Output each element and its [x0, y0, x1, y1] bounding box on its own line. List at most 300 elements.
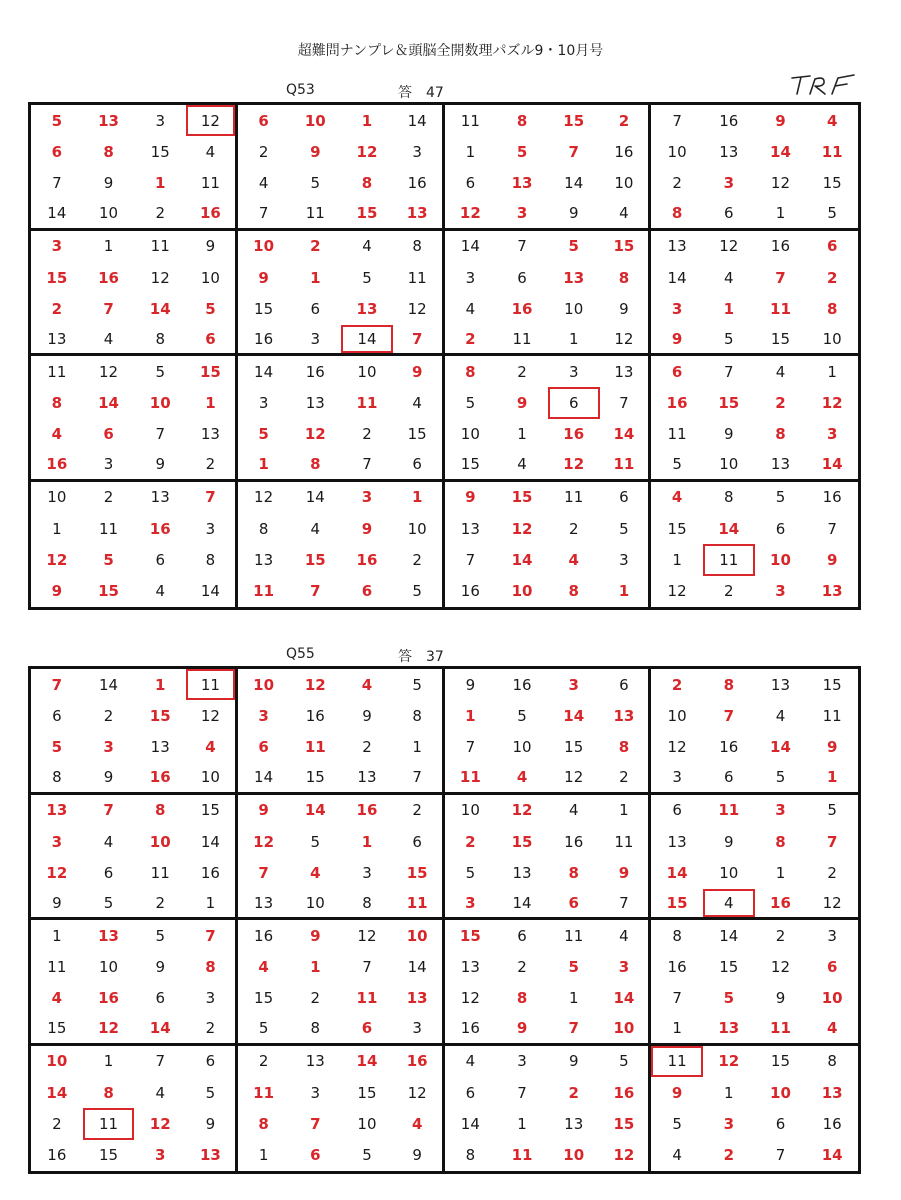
grid-cell: 12	[186, 700, 238, 731]
grid-cell: 1	[775, 863, 786, 882]
grid-cell: 14	[511, 550, 533, 569]
grid-cell: 2	[445, 325, 497, 356]
grid-cell: 16	[511, 299, 533, 318]
grid-cell: 12	[83, 1014, 135, 1045]
grid-cell: 11	[393, 262, 445, 293]
grid-cell: 9	[826, 738, 838, 757]
grid-cell: 15	[254, 299, 274, 318]
grid-cell: 3	[600, 544, 652, 575]
grid-cell: 12	[511, 801, 533, 820]
grid-cell: 2	[103, 707, 114, 726]
grid-cell: 16	[512, 675, 532, 694]
grid-cell: 5	[258, 425, 269, 444]
grid-cell: 15	[718, 394, 740, 413]
grid-cell: 13	[512, 863, 532, 882]
grid-cell: 7	[465, 738, 476, 757]
grid-cell: 16	[149, 519, 171, 538]
grid-cell: 11	[755, 1014, 807, 1045]
grid-cell: 3	[361, 488, 373, 507]
grid-cell: 11	[770, 299, 791, 318]
grid-cell: 9	[724, 832, 734, 851]
grid-cell: 3	[445, 889, 497, 920]
grid-cell: 13	[703, 1014, 755, 1045]
grid-cell: 1	[258, 1146, 269, 1165]
grid-cell: 7	[393, 763, 445, 794]
grid-cell: 5	[238, 1014, 290, 1045]
grid-cell: 11	[253, 1083, 275, 1102]
grid-cell: 1	[103, 237, 114, 256]
grid-cell: 3	[258, 707, 269, 726]
grid-cell: 9	[186, 231, 238, 262]
grid-cell: 4	[600, 199, 652, 230]
grid-cell: 12	[304, 425, 326, 444]
grid-cell: 2	[393, 544, 445, 575]
grid-cell: 15	[719, 958, 739, 977]
grid-cell: 9	[362, 707, 372, 726]
grid-cell: 6	[671, 362, 683, 381]
grid-cell: 16	[755, 889, 807, 920]
grid-cell: 4	[496, 450, 548, 481]
grid-cell: 12	[98, 362, 119, 381]
grid-cell: 15	[393, 857, 445, 888]
grid-cell: 11	[253, 582, 275, 601]
grid-cell: 11	[186, 669, 238, 700]
grid-cell: 5	[465, 394, 476, 413]
grid-cell: 1	[103, 1052, 114, 1071]
grid-cell: 3	[83, 450, 135, 481]
grid-cell: 1	[724, 1083, 734, 1102]
grid-cell: 16	[822, 1114, 842, 1133]
grid-cell: 15	[667, 519, 687, 538]
grid-cell: 13	[150, 738, 170, 757]
grid-cell: 14	[496, 889, 548, 920]
grid-cell: 11	[289, 199, 341, 230]
grid-cell: 5	[755, 763, 807, 794]
grid-cell: 10	[83, 199, 135, 230]
grid-cell: 14	[806, 450, 858, 481]
grid-cell: 3	[51, 237, 63, 256]
sudoku-grid	[28, 666, 861, 1174]
grid-cell: 4	[51, 989, 63, 1008]
grid-cell: 15	[563, 111, 585, 130]
grid-cell: 1	[465, 707, 476, 726]
grid-cell: 15	[564, 738, 584, 757]
grid-cell: 11	[511, 1146, 533, 1165]
grid-cell: 13	[186, 419, 238, 450]
grid-cell: 1	[186, 387, 238, 418]
grid-cell: 10	[563, 1146, 585, 1165]
grid-cell: 5	[393, 576, 445, 607]
grid-cell: 16	[356, 550, 378, 569]
grid-cell: 6	[393, 450, 445, 481]
grid-cell: 4	[826, 111, 838, 130]
grid-cell: 6	[310, 299, 321, 318]
grid-cell: 7	[51, 675, 63, 694]
grid-cell: 12	[393, 293, 445, 324]
grid-cell: 5	[775, 488, 786, 507]
grid-cell: 3	[186, 983, 238, 1014]
grid-cell: 7	[310, 582, 321, 601]
puzzle-label: Q53	[286, 82, 315, 98]
grid-cell: 13	[305, 1052, 325, 1071]
grid-cell: 2	[600, 763, 652, 794]
grid-cell: 5	[362, 1146, 372, 1165]
grid-cell: 9	[775, 111, 786, 130]
grid-cell: 2	[723, 1146, 734, 1165]
grid-cell: 8	[393, 231, 445, 262]
page-title: 超難問ナンプレ＆頭脳全開数理パズル9・10月号	[297, 43, 604, 59]
grid-cell: 6	[548, 889, 600, 920]
grid-cell: 7	[775, 1146, 786, 1165]
grid-cell: 13	[238, 889, 290, 920]
grid-cell: 10	[460, 801, 480, 820]
grid-cell: 10	[600, 1014, 652, 1045]
grid-cell: 5	[651, 450, 703, 481]
grid-cell: 3	[568, 675, 579, 694]
grid-cell: 1	[361, 832, 373, 851]
grid-cell: 4	[258, 174, 269, 193]
grid-cell: 3	[155, 111, 165, 130]
grid-cell: 14	[305, 488, 325, 507]
grid-cell: 13	[511, 174, 533, 193]
grid-cell: 14	[460, 237, 480, 256]
grid-cell: 16	[564, 832, 584, 851]
grid-cell: 10	[821, 989, 843, 1008]
grid-cell: 6	[775, 1114, 786, 1133]
grid-cell: 1	[393, 732, 445, 763]
grid-cell: 2	[52, 1114, 62, 1133]
grid-cell: 14	[563, 707, 585, 726]
grid-cell: 5	[310, 832, 321, 851]
grid-cell: 8	[724, 488, 734, 507]
grid-cell: 8	[186, 544, 238, 575]
grid-cell: 1	[310, 958, 321, 977]
grid-cell: 13	[460, 519, 480, 538]
grid-cell: 10	[186, 262, 238, 293]
grid-cell: 9	[31, 889, 83, 920]
grid-cell: 4	[258, 958, 269, 977]
grid-cell: 1	[465, 143, 476, 162]
grid-cell: 12	[393, 1077, 445, 1108]
grid-cell: 1	[651, 1014, 703, 1045]
grid-cell: 14	[341, 325, 393, 356]
grid-cell: 15	[341, 199, 393, 230]
grid-cell: 12	[667, 582, 687, 601]
grid-cell: 3	[465, 268, 476, 287]
grid-cell: 11	[393, 889, 445, 920]
grid-cell: 4	[671, 488, 683, 507]
grid-cell: 12	[149, 1114, 171, 1133]
grid-cell: 3	[517, 1052, 527, 1071]
grid-cell: 14	[718, 519, 740, 538]
grid-cell: 10	[770, 550, 791, 569]
grid-cell: 14	[770, 738, 791, 757]
grid-cell: 6	[600, 482, 652, 513]
grid-cell: 12	[548, 450, 600, 481]
grid-cell: 13	[150, 488, 170, 507]
grid-cell: 5	[51, 738, 63, 757]
grid-cell: 14	[186, 826, 238, 857]
grid-cell: 16	[98, 268, 119, 287]
grid-cell: 13	[254, 550, 274, 569]
grid-cell: 13	[393, 199, 445, 230]
grid-cell: 6	[703, 763, 755, 794]
grid-cell: 7	[362, 958, 372, 977]
grid-cell: 16	[305, 707, 325, 726]
grid-cell: 1	[755, 199, 807, 230]
grid-cell: 15	[186, 795, 238, 826]
grid-cell: 8	[568, 582, 579, 601]
grid-cell: 16	[822, 488, 842, 507]
sudoku-grid	[28, 102, 861, 610]
grid-cell: 14	[600, 983, 652, 1014]
grid-cell: 3	[827, 926, 837, 945]
grid-cell: 9	[393, 1140, 445, 1171]
grid-cell: 6	[775, 519, 786, 538]
grid-cell: 2	[465, 832, 476, 851]
answer-label: 答	[398, 649, 412, 665]
grid-cell: 5	[155, 926, 165, 945]
grid-cell: 12	[356, 143, 378, 162]
grid-cell: 16	[238, 325, 290, 356]
grid-cell: 1	[238, 450, 290, 481]
grid-cell: 14	[238, 763, 290, 794]
grid-cell: 10	[770, 1083, 791, 1102]
grid-cell: 8	[600, 262, 652, 293]
grid-cell: 16	[600, 136, 652, 167]
grid-cell: 14	[149, 299, 171, 318]
grid-cell: 8	[289, 1014, 341, 1045]
grid-cell: 11	[47, 958, 67, 977]
grid-cell: 11	[496, 325, 548, 356]
grid-cell: 9	[568, 1052, 579, 1071]
grid-cell: 7	[155, 1052, 165, 1071]
grid-cell: 11	[150, 237, 170, 256]
grid-cell: 1	[393, 482, 445, 513]
grid-cell: 5	[568, 958, 579, 977]
grid-cell: 16	[393, 1046, 445, 1077]
grid-cell: 5	[310, 174, 321, 193]
grid-cell: 5	[83, 889, 135, 920]
grid-cell: 10	[600, 168, 652, 199]
grid-cell: 5	[516, 143, 528, 162]
grid-cell: 4	[186, 136, 238, 167]
grid-cell: 11	[460, 111, 480, 130]
grid-cell: 14	[564, 174, 584, 193]
grid-cell: 9	[310, 143, 321, 162]
grid-cell: 6	[155, 989, 165, 1008]
grid-cell: 16	[134, 763, 186, 794]
grid-cell: 3	[393, 136, 445, 167]
grid-cell: 6	[258, 738, 269, 757]
grid-cell: 13	[600, 356, 652, 387]
grid-cell: 5	[806, 199, 858, 230]
grid-cell: 8	[258, 1114, 269, 1133]
grid-cell: 3	[600, 951, 652, 982]
grid-cell: 7	[258, 863, 269, 882]
grid-cell: 11	[186, 168, 238, 199]
grid-cell: 12	[46, 863, 68, 882]
grid-cell: 16	[460, 582, 480, 601]
grid-cell: 8	[775, 832, 786, 851]
grid-cell: 8	[651, 199, 703, 230]
grid-cell: 2	[186, 450, 238, 481]
grid-cell: 2	[134, 889, 186, 920]
grid-cell: 5	[186, 1077, 238, 1108]
grid-cell: 5	[517, 707, 527, 726]
grid-cell: 1	[186, 889, 238, 920]
grid-cell: 10	[667, 707, 687, 726]
grid-cell: 6	[672, 801, 682, 820]
grid-cell: 2	[775, 926, 786, 945]
grid-cell: 15	[459, 926, 481, 945]
grid-cell: 10	[186, 763, 238, 794]
grid-cell: 10	[393, 513, 445, 544]
grid-cell: 14	[667, 268, 687, 287]
grid-cell: 8	[103, 143, 114, 162]
grid-cell: 15	[254, 989, 274, 1008]
grid-cell: 10	[667, 143, 687, 162]
answer-value: 47	[426, 85, 444, 101]
grid-cell: 1	[723, 299, 734, 318]
grid-cell: 5	[600, 513, 652, 544]
grid-cell: 1	[310, 268, 321, 287]
grid-cell: 4	[568, 550, 579, 569]
grid-cell: 3	[775, 801, 786, 820]
grid-cell: 11	[304, 738, 326, 757]
grid-cell: 13	[719, 143, 739, 162]
grid-cell: 6	[51, 143, 63, 162]
grid-cell: 15	[511, 488, 533, 507]
grid-cell: 10	[806, 325, 858, 356]
grid-cell: 14	[460, 1114, 480, 1133]
grid-cell: 7	[775, 268, 786, 287]
grid-cell: 9	[258, 801, 269, 820]
grid-cell: 4	[83, 325, 135, 356]
grid-cell: 7	[186, 482, 238, 513]
grid-cell: 15	[445, 450, 497, 481]
grid-cell: 3	[310, 1083, 321, 1102]
grid-cell: 12	[511, 519, 533, 538]
grid-cell: 7	[724, 362, 734, 381]
grid-cell: 7	[826, 832, 838, 851]
grid-cell: 7	[723, 707, 734, 726]
grid-cell: 16	[666, 394, 688, 413]
grid-cell: 12	[254, 488, 274, 507]
grid-cell: 12	[718, 1052, 740, 1071]
grid-cell: 3	[723, 174, 734, 193]
grid-cell: 8	[393, 700, 445, 731]
grid-cell: 2	[258, 1052, 269, 1071]
grid-cell: 3	[671, 299, 683, 318]
grid-cell: 14	[600, 419, 652, 450]
grid-cell: 2	[310, 989, 321, 1008]
grid-cell: 6	[548, 387, 600, 418]
grid-cell: 2	[568, 1083, 579, 1102]
grid-cell: 6	[517, 926, 527, 945]
grid-cell: 1	[827, 362, 837, 381]
grid-cell: 7	[548, 1014, 600, 1045]
grid-cell: 15	[150, 143, 170, 162]
grid-cell: 7	[600, 889, 652, 920]
grid-cell: 9	[83, 763, 135, 794]
grid-cell: 1	[548, 325, 600, 356]
grid-cell: 4	[51, 425, 63, 444]
grid-cell: 7	[672, 989, 682, 1008]
grid-cell: 1	[517, 1114, 527, 1133]
grid-cell: 13	[755, 450, 807, 481]
grid-cell: 14	[31, 199, 83, 230]
grid-cell: 6	[826, 958, 838, 977]
grid-cell: 7	[600, 387, 652, 418]
grid-cell: 7	[568, 143, 579, 162]
grid-cell: 2	[671, 675, 683, 694]
grid-cell: 14	[356, 1052, 378, 1071]
grid-cell: 4	[568, 801, 579, 820]
grid-cell: 15	[822, 174, 842, 193]
grid-cell: 16	[393, 168, 445, 199]
grid-cell: 14	[666, 863, 688, 882]
grid-cell: 2	[517, 958, 527, 977]
grid-cell: 16	[667, 958, 687, 977]
grid-cell: 7	[465, 550, 476, 569]
grid-cell: 9	[600, 293, 652, 324]
grid-cell: 10	[289, 889, 341, 920]
grid-cell: 4	[775, 707, 786, 726]
grid-cell: 12	[600, 325, 652, 356]
grid-cell: 15	[511, 832, 533, 851]
grid-cell: 5	[723, 989, 734, 1008]
puzzle-header	[28, 82, 861, 102]
grid-cell: 6	[258, 111, 269, 130]
grid-cell: 2	[393, 795, 445, 826]
answer-group	[398, 646, 444, 666]
grid-cell: 16	[356, 801, 378, 820]
grid-cell: 16	[254, 926, 274, 945]
grid-cell: 13	[600, 700, 652, 731]
grid-cell: 9	[516, 394, 528, 413]
grid-cell: 12	[719, 237, 739, 256]
grid-cell: 8	[103, 1083, 114, 1102]
grid-cell: 9	[671, 1083, 683, 1102]
grid-cell: 8	[51, 394, 63, 413]
grid-cell: 4	[724, 268, 734, 287]
grid-cell: 7	[186, 920, 238, 951]
grid-cell: 6	[310, 1146, 321, 1165]
grid-cell: 15	[600, 1108, 652, 1139]
grid-cell: 8	[186, 951, 238, 982]
grid-cell: 3	[258, 394, 269, 413]
grid-cell: 2	[568, 519, 579, 538]
grid-cell: 8	[289, 450, 341, 481]
grid-cell: 13	[821, 582, 843, 601]
grid-cell: 2	[775, 394, 786, 413]
grid-cell: 15	[46, 268, 68, 287]
grid-cell: 16	[31, 450, 83, 481]
grid-cell: 7	[341, 450, 393, 481]
grid-cell: 5	[465, 863, 476, 882]
grid-cell: 7	[393, 325, 445, 356]
grid-cell: 14	[304, 801, 326, 820]
grid-cell: 11	[600, 450, 652, 481]
grid-cell: 6	[826, 237, 838, 256]
grid-cell: 1	[806, 763, 858, 794]
puzzle-label: Q55	[286, 646, 315, 662]
grid-cell: 8	[600, 732, 652, 763]
grid-cell: 13	[821, 1083, 843, 1102]
grid-cell: 12	[548, 763, 600, 794]
grid-cell: 13	[667, 832, 687, 851]
